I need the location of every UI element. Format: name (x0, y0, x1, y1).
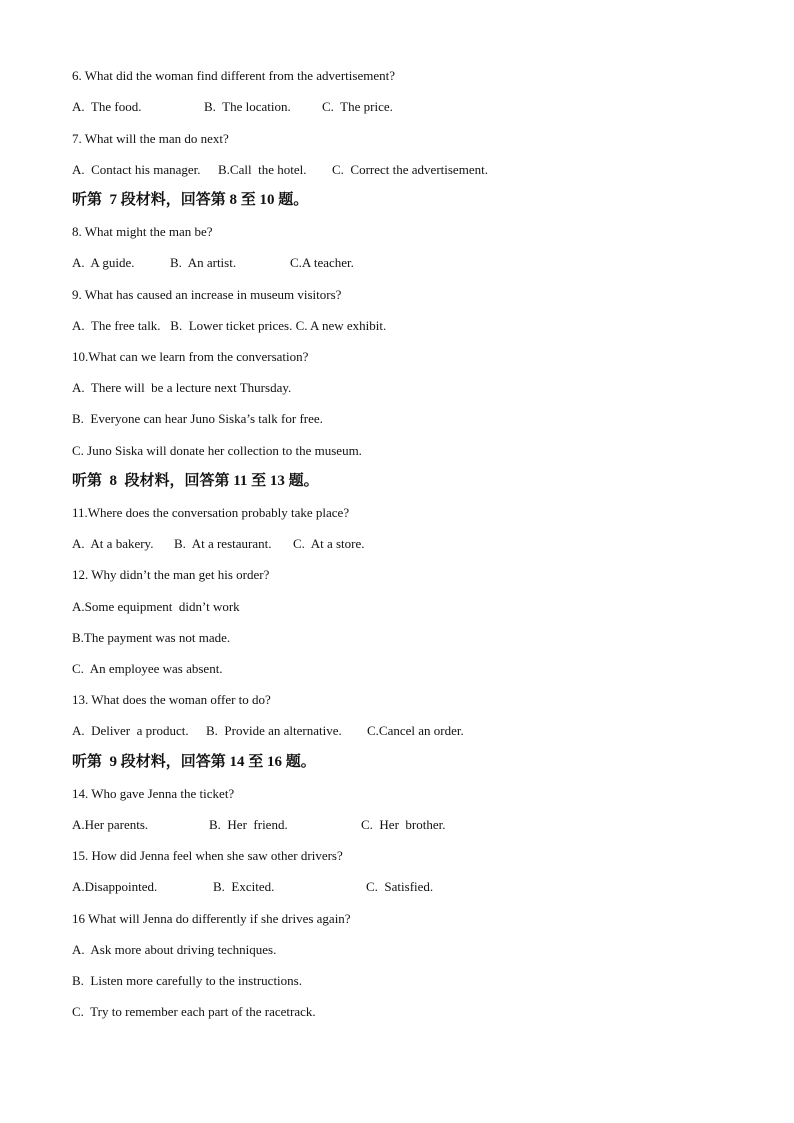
question-12-option-b: B.The payment was not made. (72, 630, 231, 645)
question-16-option-c: C. Try to remember each part of the racetrack. (72, 1004, 316, 1019)
question-11-option-a: A. At a bakery. (72, 536, 154, 551)
section-heading-7: 听第 7 段材料，回答第 8 至 10 题。 (72, 192, 309, 208)
question-7-stem: 7. What will the man do next? (72, 131, 229, 146)
question-12-stem: 12. Why didn’t the man get his order? (72, 567, 270, 582)
question-15-stem: 15. How did Jenna feel when she saw other drivers? (72, 848, 343, 863)
question-14-stem: 14. Who gave Jenna the ticket? (72, 786, 235, 801)
question-6-option-c: C. The price. (322, 99, 393, 114)
question-7-option-c: C. Correct the advertisement. (332, 162, 488, 177)
question-15-option-c: C. Satisfied. (366, 879, 434, 894)
question-16-option-b: B. Listen more carefully to the instructions. (72, 973, 302, 988)
question-6-option-a: A. The food. (72, 99, 142, 114)
question-14-option-c: C. Her brother. (361, 817, 446, 832)
question-10-option-c: C. Juno Siska will donate her collection to the museum. (72, 443, 362, 458)
section-heading-9: 听第 9 段材料，回答第 14 至 16 题。 (72, 754, 316, 770)
question-12-option-a: A.Some equipment didn’t work (72, 599, 240, 614)
question-11-option-c: C. At a store. (293, 536, 365, 551)
question-16-option-a: A. Ask more about driving techniques. (72, 942, 277, 957)
question-11-option-b: B. At a restaurant. (174, 536, 272, 551)
question-12-option-c: C. An employee was absent. (72, 661, 223, 676)
question-10-option-a: A. There will be a lecture next Thursday. (72, 380, 292, 395)
question-7-option-b: B.Call the hotel. (218, 162, 307, 177)
question-10-stem: 10.What can we learn from the conversation? (72, 349, 309, 364)
question-6-option-b: B. The location. (204, 99, 291, 114)
question-7-option-a: A. Contact his manager. (72, 162, 201, 177)
question-8-option-b: B. An artist. (170, 255, 237, 270)
section-heading-8: 听第 8 段材料，回答第 11 至 13 题。 (72, 473, 319, 489)
question-13-option-b: B. Provide an alternative. (206, 723, 342, 738)
question-15-option-a: A.Disappointed. (72, 879, 158, 894)
question-9-stem: 9. What has caused an increase in museum visitors? (72, 287, 342, 302)
question-14-option-a: A.Her parents. (72, 817, 149, 832)
question-15-option-b: B. Excited. (213, 879, 275, 894)
question-16-stem: 16 What will Jenna do differently if she drives again? (72, 911, 351, 926)
question-9-options: A. The free talk. B. Lower ticket prices. C. A new exhibit. (72, 318, 387, 333)
question-13-stem: 13. What does the woman offer to do? (72, 692, 271, 707)
question-8-stem: 8. What might the man be? (72, 224, 213, 239)
question-11-stem: 11.Where does the conversation probably take place? (72, 505, 350, 520)
question-13-option-c: C.Cancel an order. (367, 723, 464, 738)
question-8-option-a: A. A guide. (72, 255, 135, 270)
question-13-option-a: A. Deliver a product. (72, 723, 189, 738)
question-14-option-b: B. Her friend. (209, 817, 288, 832)
question-6-stem: 6. What did the woman find different from the advertisement? (72, 68, 395, 83)
question-8-option-c: C.A teacher. (290, 255, 354, 270)
question-10-option-b: B. Everyone can hear Juno Siska’s talk for free. (72, 411, 323, 426)
